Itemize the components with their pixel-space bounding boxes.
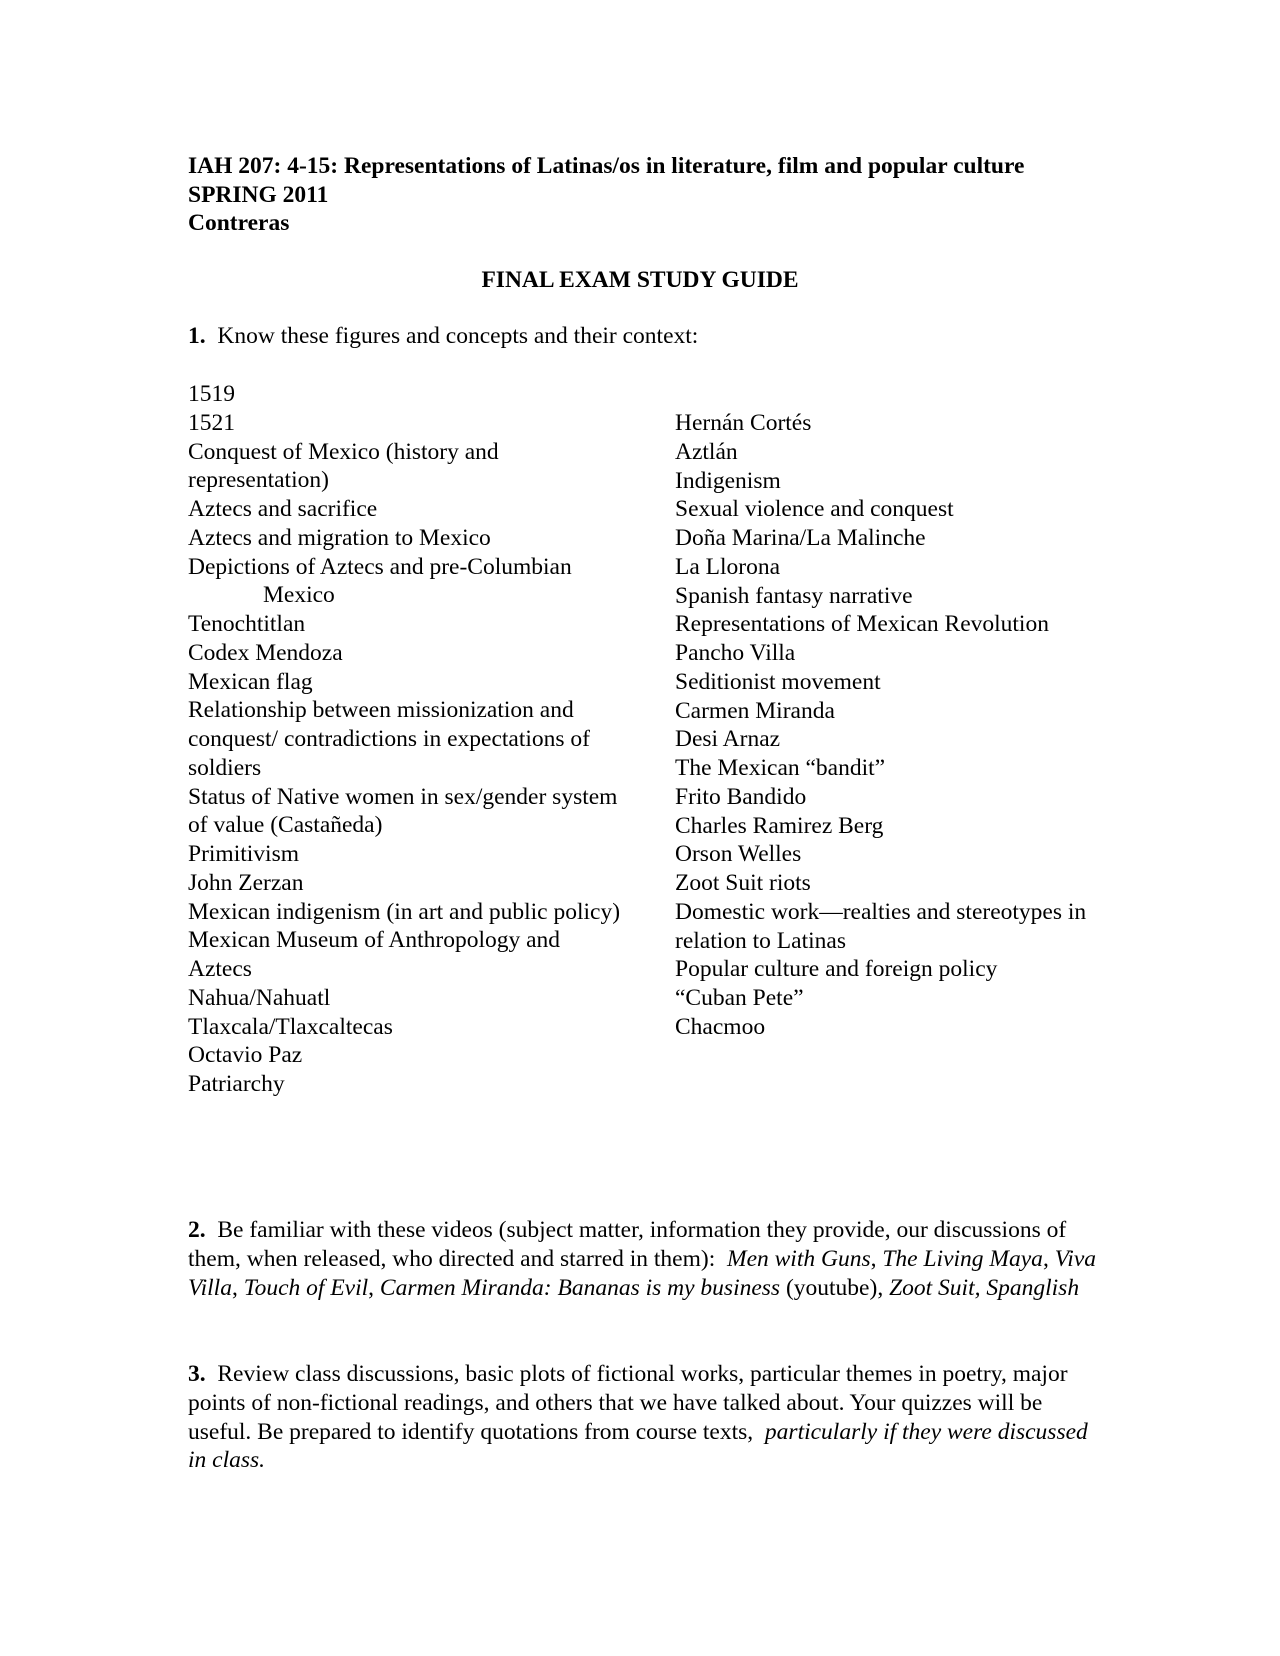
- term-item: Pancho Villa: [675, 640, 796, 666]
- question-text: Be familiar with these videos (subject matter, information they provide, our discussions of them, when released, who directed and starred in them):: [188, 1217, 1067, 1272]
- question-3: [188, 1360, 1108, 1475]
- term-item: Conquest of Mexico (history and representation): [188, 438, 499, 494]
- term-item: Tlaxcala/Tlaxcaltecas: [188, 1013, 393, 1040]
- term-item: Aztecs and migration to Mexico: [188, 524, 491, 551]
- term-item: Codex Mendoza: [188, 639, 343, 666]
- term-item: Mexican flag: [188, 668, 313, 695]
- separator: ,: [870, 1245, 883, 1272]
- separator: ,: [231, 1274, 244, 1301]
- separator: ,: [1042, 1245, 1055, 1272]
- term-item: Depictions of Aztecs and pre-Columbian: [188, 553, 572, 580]
- term-item: Seditionist movement: [675, 668, 881, 695]
- term-item: Aztecs and sacrifice: [188, 496, 378, 522]
- film-title: Touch of Evil: [243, 1274, 369, 1301]
- term-item: Nahua/Nahuatl: [188, 984, 331, 1011]
- term-item: Octavio Paz: [188, 1042, 303, 1069]
- term-item: La Llorona: [675, 553, 781, 580]
- term-item: John Zerzan: [188, 869, 304, 896]
- film-title: Men with Guns: [727, 1245, 871, 1272]
- instructor: Contreras: [188, 210, 290, 236]
- term-item: Sexual violence and conquest: [675, 496, 954, 523]
- term-item: [188, 581, 628, 610]
- question-1: [188, 322, 698, 350]
- term-item: Carmen Miranda: [675, 697, 835, 724]
- term-item: 1519: [188, 381, 235, 407]
- question-text: Know these figures and concepts and their context:: [217, 323, 699, 349]
- term-item: Desi Arnaz: [675, 726, 781, 753]
- term-item: “Cuban Pete”: [675, 985, 804, 1011]
- term-item: 1521: [188, 409, 235, 436]
- term-item: Status of Native women in sex/gender system of value (Castañeda): [188, 783, 618, 839]
- term-item: Representations of Mexican Revolution: [675, 611, 1049, 638]
- term-item: Hernán Cortés: [675, 410, 812, 436]
- film-title: Viva Villa: [188, 1245, 1097, 1301]
- term-item: Relationship between missionization and conquest/ contradictions in expectations of soldiers: [188, 697, 591, 781]
- term-item: Charles Ramirez Berg: [675, 812, 884, 839]
- term-item: Patriarchy: [188, 1071, 285, 1097]
- term-item: Chacmoo: [675, 1013, 766, 1040]
- term-item: Indigenism: [675, 467, 781, 494]
- question-number: 1.: [188, 323, 206, 349]
- term-item: The Mexican “bandit”: [675, 755, 886, 781]
- term-item: Orson Welles: [675, 841, 802, 868]
- term-item: Aztlán: [675, 438, 738, 465]
- term-item: Mexican indigenism (in art and public policy): [188, 898, 621, 925]
- terms-right-column: [675, 409, 1115, 1042]
- question-emphasis: particularly if they were discussed in class.: [188, 1418, 1088, 1474]
- term-item: Zoot Suit riots: [675, 870, 811, 896]
- term: SPRING 2011: [188, 181, 329, 208]
- term-item: Mexican Museum of Anthropology and Aztecs: [188, 927, 561, 982]
- term-continuation: Mexico: [263, 582, 335, 609]
- term-item: Domestic work—realties and stereotypes in relation to Latinas: [675, 898, 1087, 954]
- page-title: FINAL EXAM STUDY GUIDE: [481, 267, 799, 293]
- film-title: Zoot Suit, Spanglish: [889, 1274, 1080, 1301]
- separator: ,: [368, 1274, 380, 1301]
- term-item: Doña Marina/La Malinche: [675, 525, 926, 551]
- term-item: Popular culture and foreign policy: [675, 956, 998, 983]
- film-title: The Living Maya: [882, 1245, 1043, 1272]
- term-item: Primitivism: [188, 841, 299, 867]
- term-item: Frito Bandido: [675, 783, 807, 810]
- term-item: Spanish fantasy narrative: [675, 582, 913, 609]
- terms-left-column: [188, 380, 628, 1099]
- film-title: Carmen Miranda: Bananas is my business: [379, 1274, 781, 1301]
- question-2: [188, 1216, 1108, 1302]
- film-note: (youtube),: [785, 1274, 890, 1301]
- document-header: [188, 152, 1024, 238]
- term-item: Tenochtitlan: [188, 611, 306, 637]
- question-text: Review class discussions, basic plots of fictional works, particular themes in poetry, major points of non-fictional readings, and others that we have talked about. Your quizzes will be useful. Be prepared to identify quotations from course texts,: [188, 1361, 1068, 1445]
- course-title: IAH 207: 4-15: Representations of Latinas/os in literature, film and popular culture: [188, 153, 1025, 179]
- question-number: 3.: [188, 1361, 206, 1387]
- question-number: 2.: [188, 1217, 206, 1243]
